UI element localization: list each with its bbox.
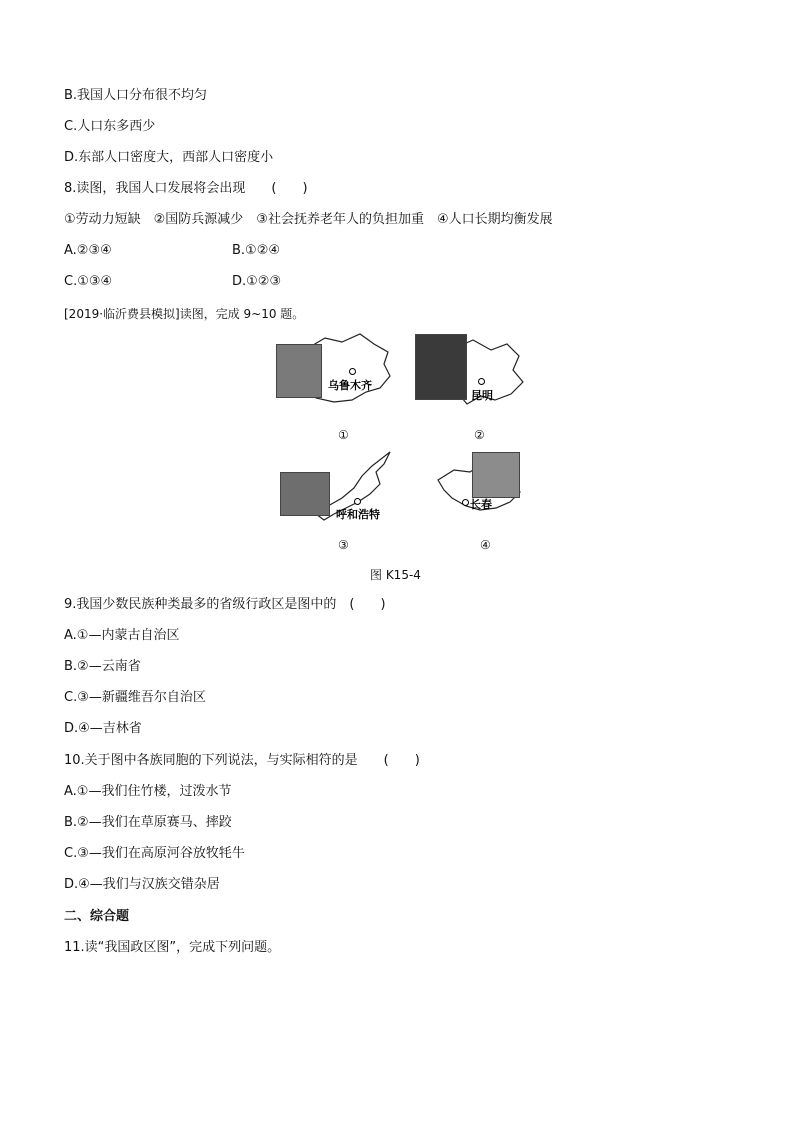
question-10-option-b: B.②—我们在草原赛马、摔跤 xyxy=(64,815,232,830)
city-dot-1 xyxy=(349,368,356,375)
panel-4 xyxy=(430,448,530,558)
panel-number-2: ② xyxy=(474,428,485,442)
question-8-option-d: D.①②③ xyxy=(232,274,282,289)
ethnic-photo-3 xyxy=(280,472,330,516)
panel-number-3: ③ xyxy=(338,538,349,552)
question-8-items: ①劳动力短缺 ②国防兵源减少 ③社会抚养老年人的负担加重 ④人口长期均衡发展 xyxy=(64,212,553,227)
section-heading: 二、综合题 xyxy=(64,909,130,924)
l2: C.人口东多西少 xyxy=(64,119,156,134)
ethnic-photo-2 xyxy=(415,334,467,400)
question-8-option-a: A.②③④ xyxy=(64,243,112,258)
question-8: 8.读图，我国人口发展将会出现 ( ) xyxy=(64,181,308,196)
source-note: [2019·临沂费县模拟]读图，完成 9~10 题。 xyxy=(64,307,305,321)
question-8-option-b: B.①②④ xyxy=(232,243,281,258)
ethnic-photo-1 xyxy=(276,344,322,398)
question-9-option-a: A.①—内蒙古自治区 xyxy=(64,628,180,643)
city-label-1: 乌鲁木齐 xyxy=(328,379,372,392)
figure-caption: 图 K15-4 xyxy=(370,568,421,582)
panel-1 xyxy=(270,330,400,440)
panel-3 xyxy=(280,448,400,558)
city-dot-3 xyxy=(354,498,361,505)
question-9-option-d: D.④—吉林省 xyxy=(64,721,142,736)
panel-number-4: ④ xyxy=(480,538,491,552)
city-dot-4 xyxy=(462,499,469,506)
city-dot-2 xyxy=(478,378,485,385)
question-10-option-a: A.①—我们住竹楼，过泼水节 xyxy=(64,784,232,799)
city-label-3: 呼和浩特 xyxy=(336,508,380,521)
question-10: 10.关于图中各族同胞的下列说法，与实际相符的是 ( ) xyxy=(64,753,420,768)
l3: D.东部人口密度大，西部人口密度小 xyxy=(64,150,274,165)
question-9-option-b: B.②—云南省 xyxy=(64,659,141,674)
figure-k15-4 xyxy=(270,330,530,590)
city-label-2: 昆明 xyxy=(471,389,493,402)
ethnic-photo-4 xyxy=(472,452,520,498)
question-11: 11.读“我国政区图”，完成下列问题。 xyxy=(64,940,281,955)
question-9-option-c: C.③—新疆维吾尔自治区 xyxy=(64,690,206,705)
city-label-4: 长春 xyxy=(470,498,492,511)
panel-2 xyxy=(415,334,530,444)
question-10-option-c: C.③—我们在高原河谷放牧牦牛 xyxy=(64,846,245,861)
question-8-option-c: C.①③④ xyxy=(64,274,113,289)
question-10-option-d: D.④—我们与汉族交错杂居 xyxy=(64,877,220,892)
l1: B.我国人口分布很不均匀 xyxy=(64,88,208,103)
question-9: 9.我国少数民族种类最多的省级行政区是图中的 ( ) xyxy=(64,597,386,612)
panel-number-1: ① xyxy=(338,428,349,442)
